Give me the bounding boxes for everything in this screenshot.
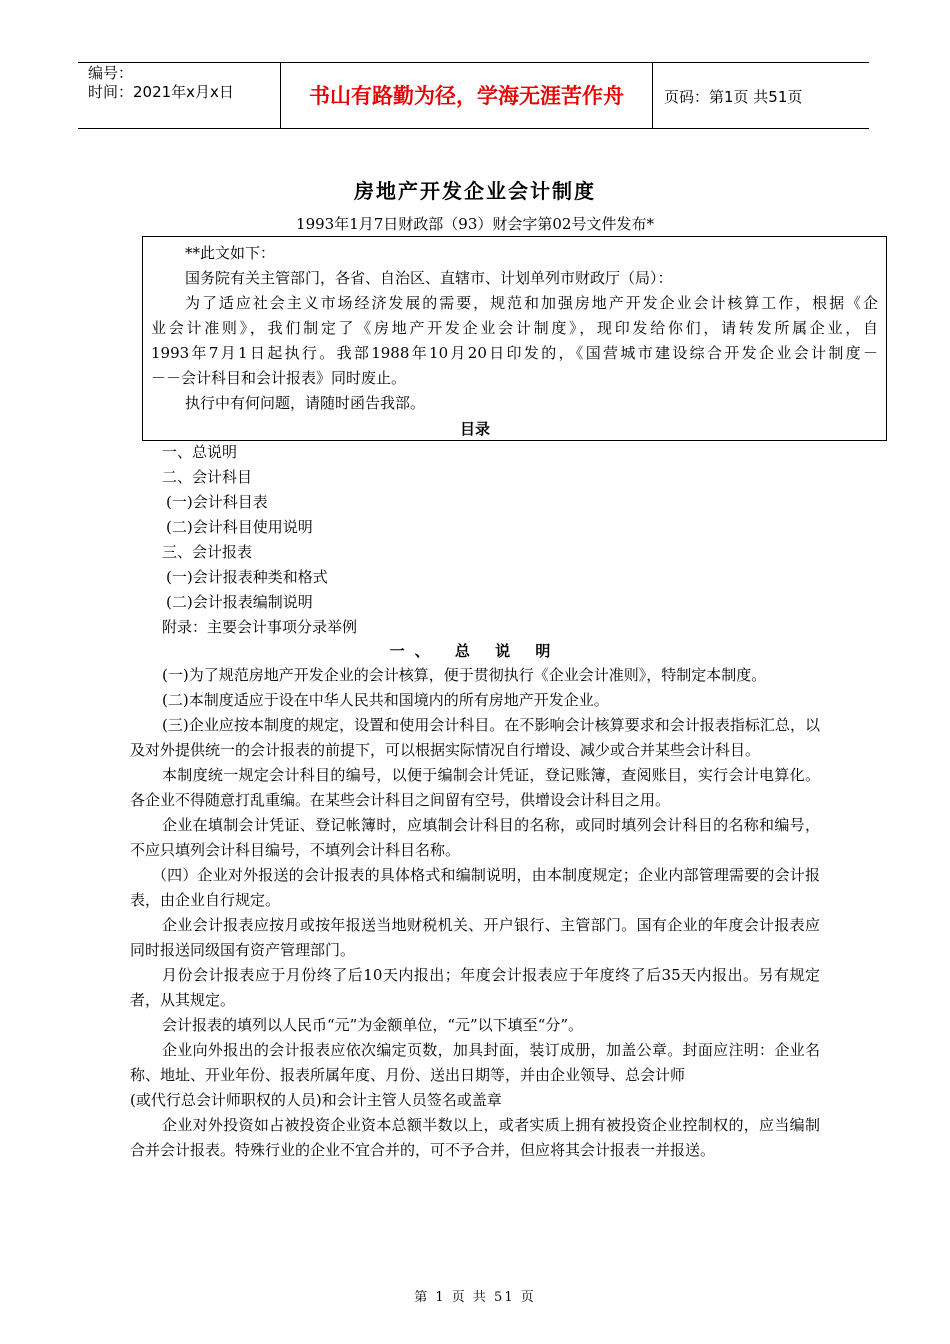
document-number-label: 编号： xyxy=(88,64,134,82)
document-title: 房地产开发企业会计制度 xyxy=(354,179,596,203)
paragraph: (或代行总会计师职权的人员)和会计主管人员签名或盖章 xyxy=(130,1091,502,1109)
paragraph: 企业对外投资如占被投资企业资本总额半数以上，或者实质上拥有被投资企业控制权的，应当编制合并会计报表。特殊行业的企业不宜合并的，可不予合并，但应将其会计报表一并报送。 xyxy=(130,1116,820,1159)
section-title: 一、 总 说 明 xyxy=(389,642,561,660)
notice-box xyxy=(142,236,887,441)
paragraph: (一)为了规范房地产开发企业的会计核算，便于贯彻执行《企业会计准则》，特制定本制度。 xyxy=(162,666,767,684)
header-bottom-rule xyxy=(78,128,869,129)
document-subtitle: 1993年1月7日财政部（93）财会字第02号文件发布* xyxy=(296,215,654,233)
paragraph: 会计报表的填列以人民币“元”为金额单位，“元”以下填至“分”。 xyxy=(162,1016,584,1034)
toc-item: 二、会计科目 xyxy=(162,468,253,486)
paragraph: 本制度统一规定会计科目的编号，以便于编制会计凭证，登记账簿，查阅账目，实行会计电算化。各企业不得随意打乱重编。在某些会计科目之间留有空号，供增设会计科目之用。 xyxy=(130,766,820,809)
notice-line: 1993年7月1日起执行。我部1988年10月20日印发的，《国营城市建设综合开发企业会计制度－ xyxy=(151,344,878,362)
paragraph: (二)本制度适应于设在中华人民共和国境内的所有房地产开发企业。 xyxy=(162,691,609,709)
toc-item: 一、总说明 xyxy=(162,443,238,461)
toc-item: 附录：主要会计事项分录举例 xyxy=(162,618,358,636)
notice-line: 为了适应社会主义市场经济发展的需要，规范和加强房地产开发企业会计核算工作，根据《企 xyxy=(185,294,878,312)
toc-item: 三、会计报表 xyxy=(162,543,253,561)
notice-line: 执行中有何问题，请随时函告我部。 xyxy=(185,394,426,412)
paragraph: 月份会计报表应于月份终了后10天内报出；年度会计报表应于年度终了后35天内报出。另有规定者，从其规定。 xyxy=(130,966,820,1009)
header-divider xyxy=(652,62,653,129)
toc-item: (二)会计报表编制说明 xyxy=(166,593,313,611)
paragraph: 企业会计报表应按月或按年报送当地财税机关、开户银行、主管部门。国有企业的年度会计报表应同时报送同级国有资产管理部门。 xyxy=(130,916,820,959)
toc-item: (二)会计科目使用说明 xyxy=(166,518,313,536)
notice-line: **此文如下： xyxy=(185,244,276,262)
notice-line: 国务院有关主管部门，各省、自治区、直辖市、计划单列市财政厅（局）： xyxy=(185,269,673,287)
notice-line: －－会计科目和会计报表》同时废止。 xyxy=(151,369,407,387)
header-meta xyxy=(88,64,234,102)
paragraph: （四）企业对外报送的会计报表的具体格式和编制说明，由本制度规定；企业内部管理需要的会计报表，由企业自行规定。 xyxy=(130,866,820,909)
paragraph: 企业在填制会计凭证、登记帐簿时，应填制会计科目的名称，或同时填列会计科目的名称和编号，不应只填列会计科目编号，不填列会计科目名称。 xyxy=(130,816,820,859)
header-page-info: 页码：第1页 共51页 xyxy=(664,88,803,106)
paragraph: (三)企业应按本制度的规定，设置和使用会计科目。在不影响会计核算要求和会计报表指标汇总，以及对外提供统一的会计报表的前提下，可以根据实际情况自行增设、减少或合并某些会计科目。 xyxy=(130,716,820,759)
page-footer: 第 1 页 共 51 页 xyxy=(414,1290,536,1305)
toc-item: (一)会计科目表 xyxy=(166,493,268,511)
toc-item: (一)会计报表种类和格式 xyxy=(166,568,328,586)
toc-title: 目录 xyxy=(459,420,490,438)
table-of-contents xyxy=(162,440,357,640)
document-time-label: 时间：2021年x月x日 xyxy=(88,83,234,101)
notice-line: 业会计准则》，我们制定了《房地产开发企业会计制度》，现印发给你们，请转发所属企业，自 xyxy=(151,319,878,337)
paragraph: 企业向外报出的会计报表应依次编定页数，加具封面，装订成册，加盖公章。封面应注明：企业名称、地址、开业年份、报表所属年度、月份、送出日期等，并由企业领导、总会计师 xyxy=(130,1041,820,1084)
header-motto: 书山有路勤为径，学海无涯苦作舟 xyxy=(309,84,624,108)
section-body xyxy=(130,663,820,1163)
